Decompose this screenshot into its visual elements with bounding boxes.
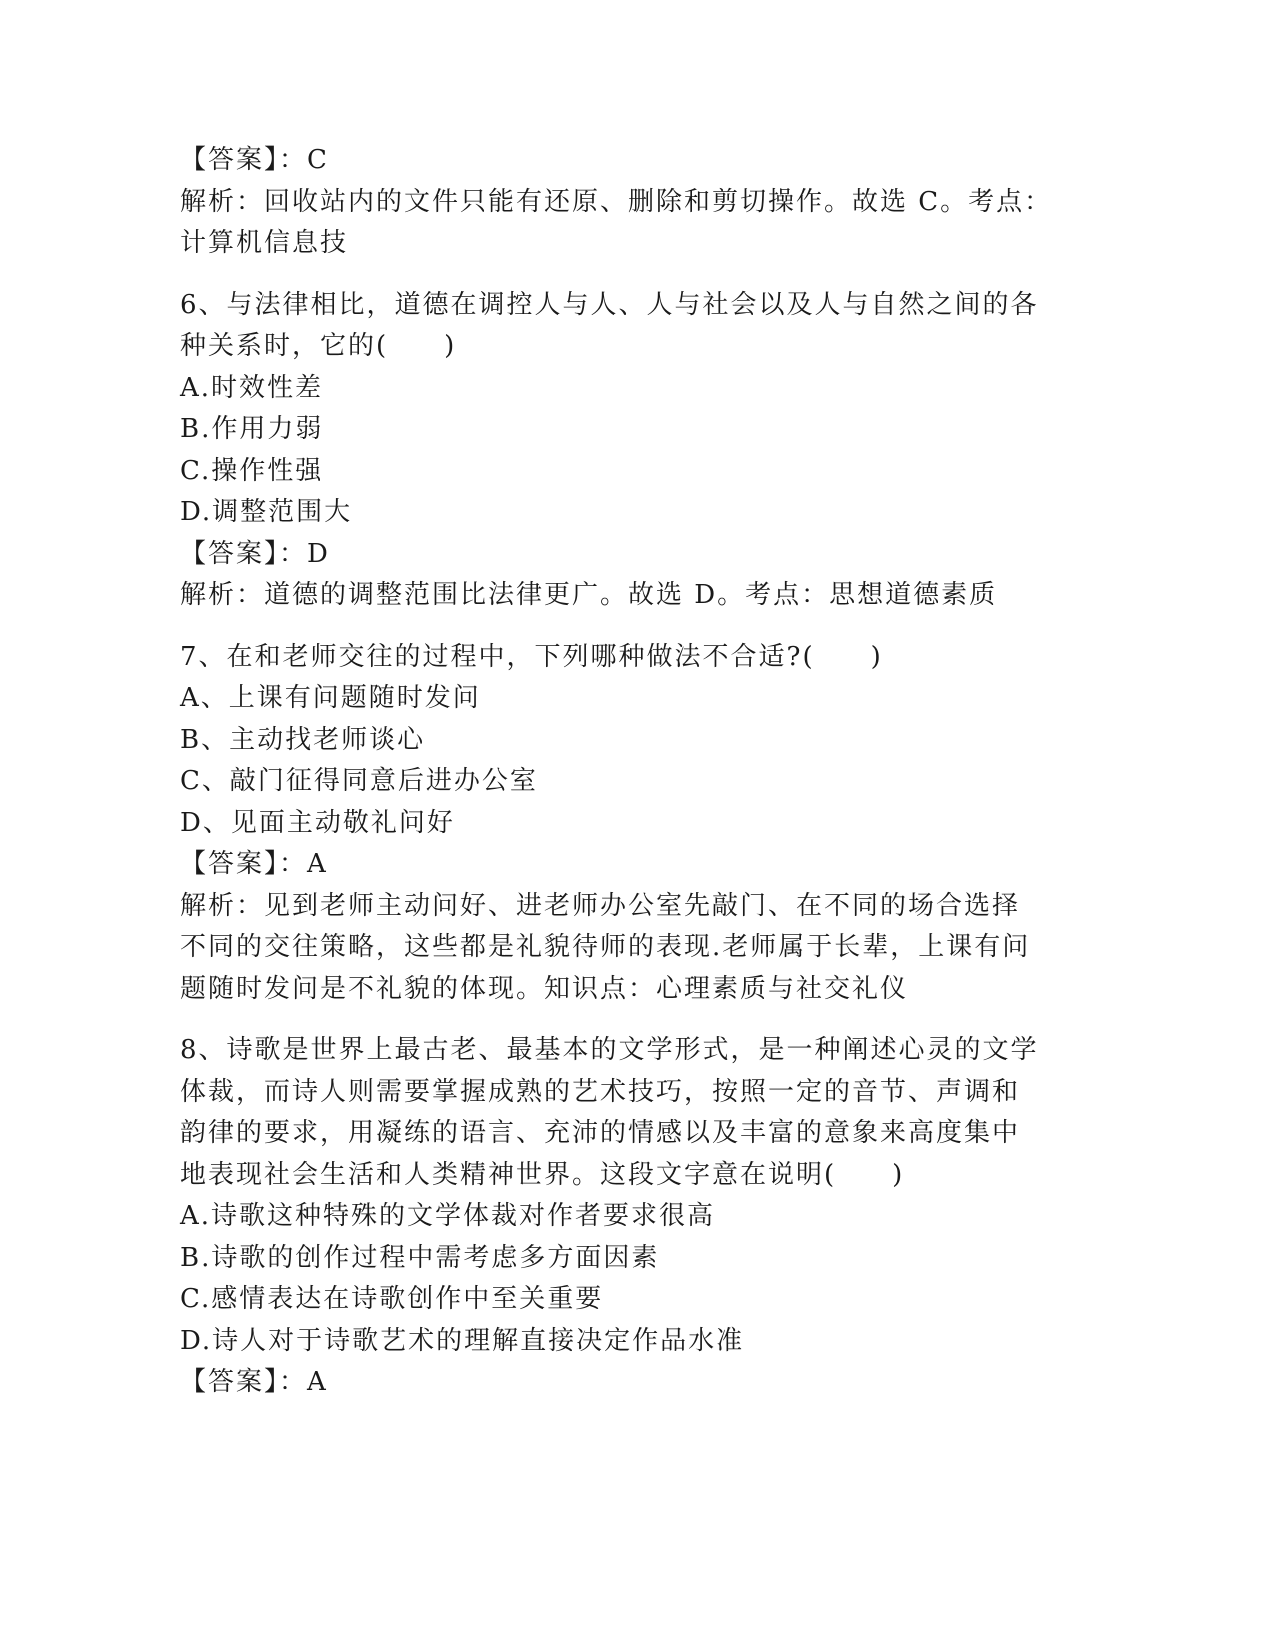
spacer (180, 617, 1080, 637)
question-5-tail (180, 140, 1080, 265)
spacer (180, 265, 1080, 285)
option-c: C.感情表达在诗歌创作中至关重要 (180, 1284, 604, 1314)
option-d: D、见面主动敬礼问好 (180, 807, 455, 838)
spacer (180, 1010, 1080, 1030)
question-stem: 种关系时，它的( ) (180, 331, 457, 361)
analysis-line: 解析：道德的调整范围比法律更广。故选 D。考点：思想道德素质 (180, 580, 998, 610)
option-b: B.诗歌的创作过程中需考虑多方面因素 (180, 1242, 660, 1273)
analysis-line: 不同的交往策略，这些都是礼貌待师的表现.老师属于长辈，上课有问 (180, 932, 1031, 962)
answer-line: 【答案】：A (180, 849, 328, 879)
option-d: D.调整范围大 (180, 497, 353, 527)
option-b: B.作用力弱 (180, 414, 324, 444)
question-stem: 体裁，而诗人则需要掌握成熟的艺术技巧，按照一定的音节、声调和 (180, 1076, 1021, 1107)
question-stem: 8、诗歌是世界上最古老、最基本的文学形式，是一种阐述心灵的文学 (180, 1035, 1039, 1065)
answer-line: 【答案】：A (180, 1367, 328, 1397)
option-a: A.时效性差 (180, 372, 324, 403)
document-page (180, 140, 1080, 1404)
analysis-line: 题随时发问是不礼貌的体现。知识点：心理素质与社交礼仪 (180, 973, 909, 1004)
question-stem: 7、在和老师交往的过程中，下列哪种做法不合适?( ) (180, 641, 883, 672)
analysis-line: 解析：见到老师主动问好、进老师办公室先敲门、在不同的场合选择 (180, 890, 1021, 921)
option-c: C.操作性强 (180, 455, 324, 486)
option-a: A、上课有问题随时发问 (180, 683, 481, 713)
question-stem: 地表现社会生活和人类精神世界。这段文字意在说明( ) (180, 1159, 905, 1190)
analysis-line: 计算机信息技 (180, 228, 349, 258)
option-a: A.诗歌这种特殊的文学体裁对作者要求很高 (180, 1201, 716, 1231)
question-stem: 韵律的要求，用凝练的语言、充沛的情感以及丰富的意象来高度集中 (180, 1118, 1021, 1148)
analysis-line: 解析：回收站内的文件只能有还原、删除和剪切操作。故选 C。考点： (180, 186, 1053, 217)
answer-line: 【答案】：C (180, 145, 329, 175)
option-d: D.诗人对于诗歌艺术的理解直接决定作品水准 (180, 1325, 745, 1356)
option-b: B、主动找老师谈心 (180, 724, 426, 755)
question-stem: 6、与法律相比，道德在调控人与人、人与社会以及人与自然之间的各 (180, 289, 1039, 320)
answer-line: 【答案】：D (180, 538, 330, 569)
question-7 (180, 637, 1080, 1011)
question-6 (180, 285, 1080, 617)
question-8 (180, 1030, 1080, 1404)
option-c: C、敲门征得同意后进办公室 (180, 766, 538, 796)
